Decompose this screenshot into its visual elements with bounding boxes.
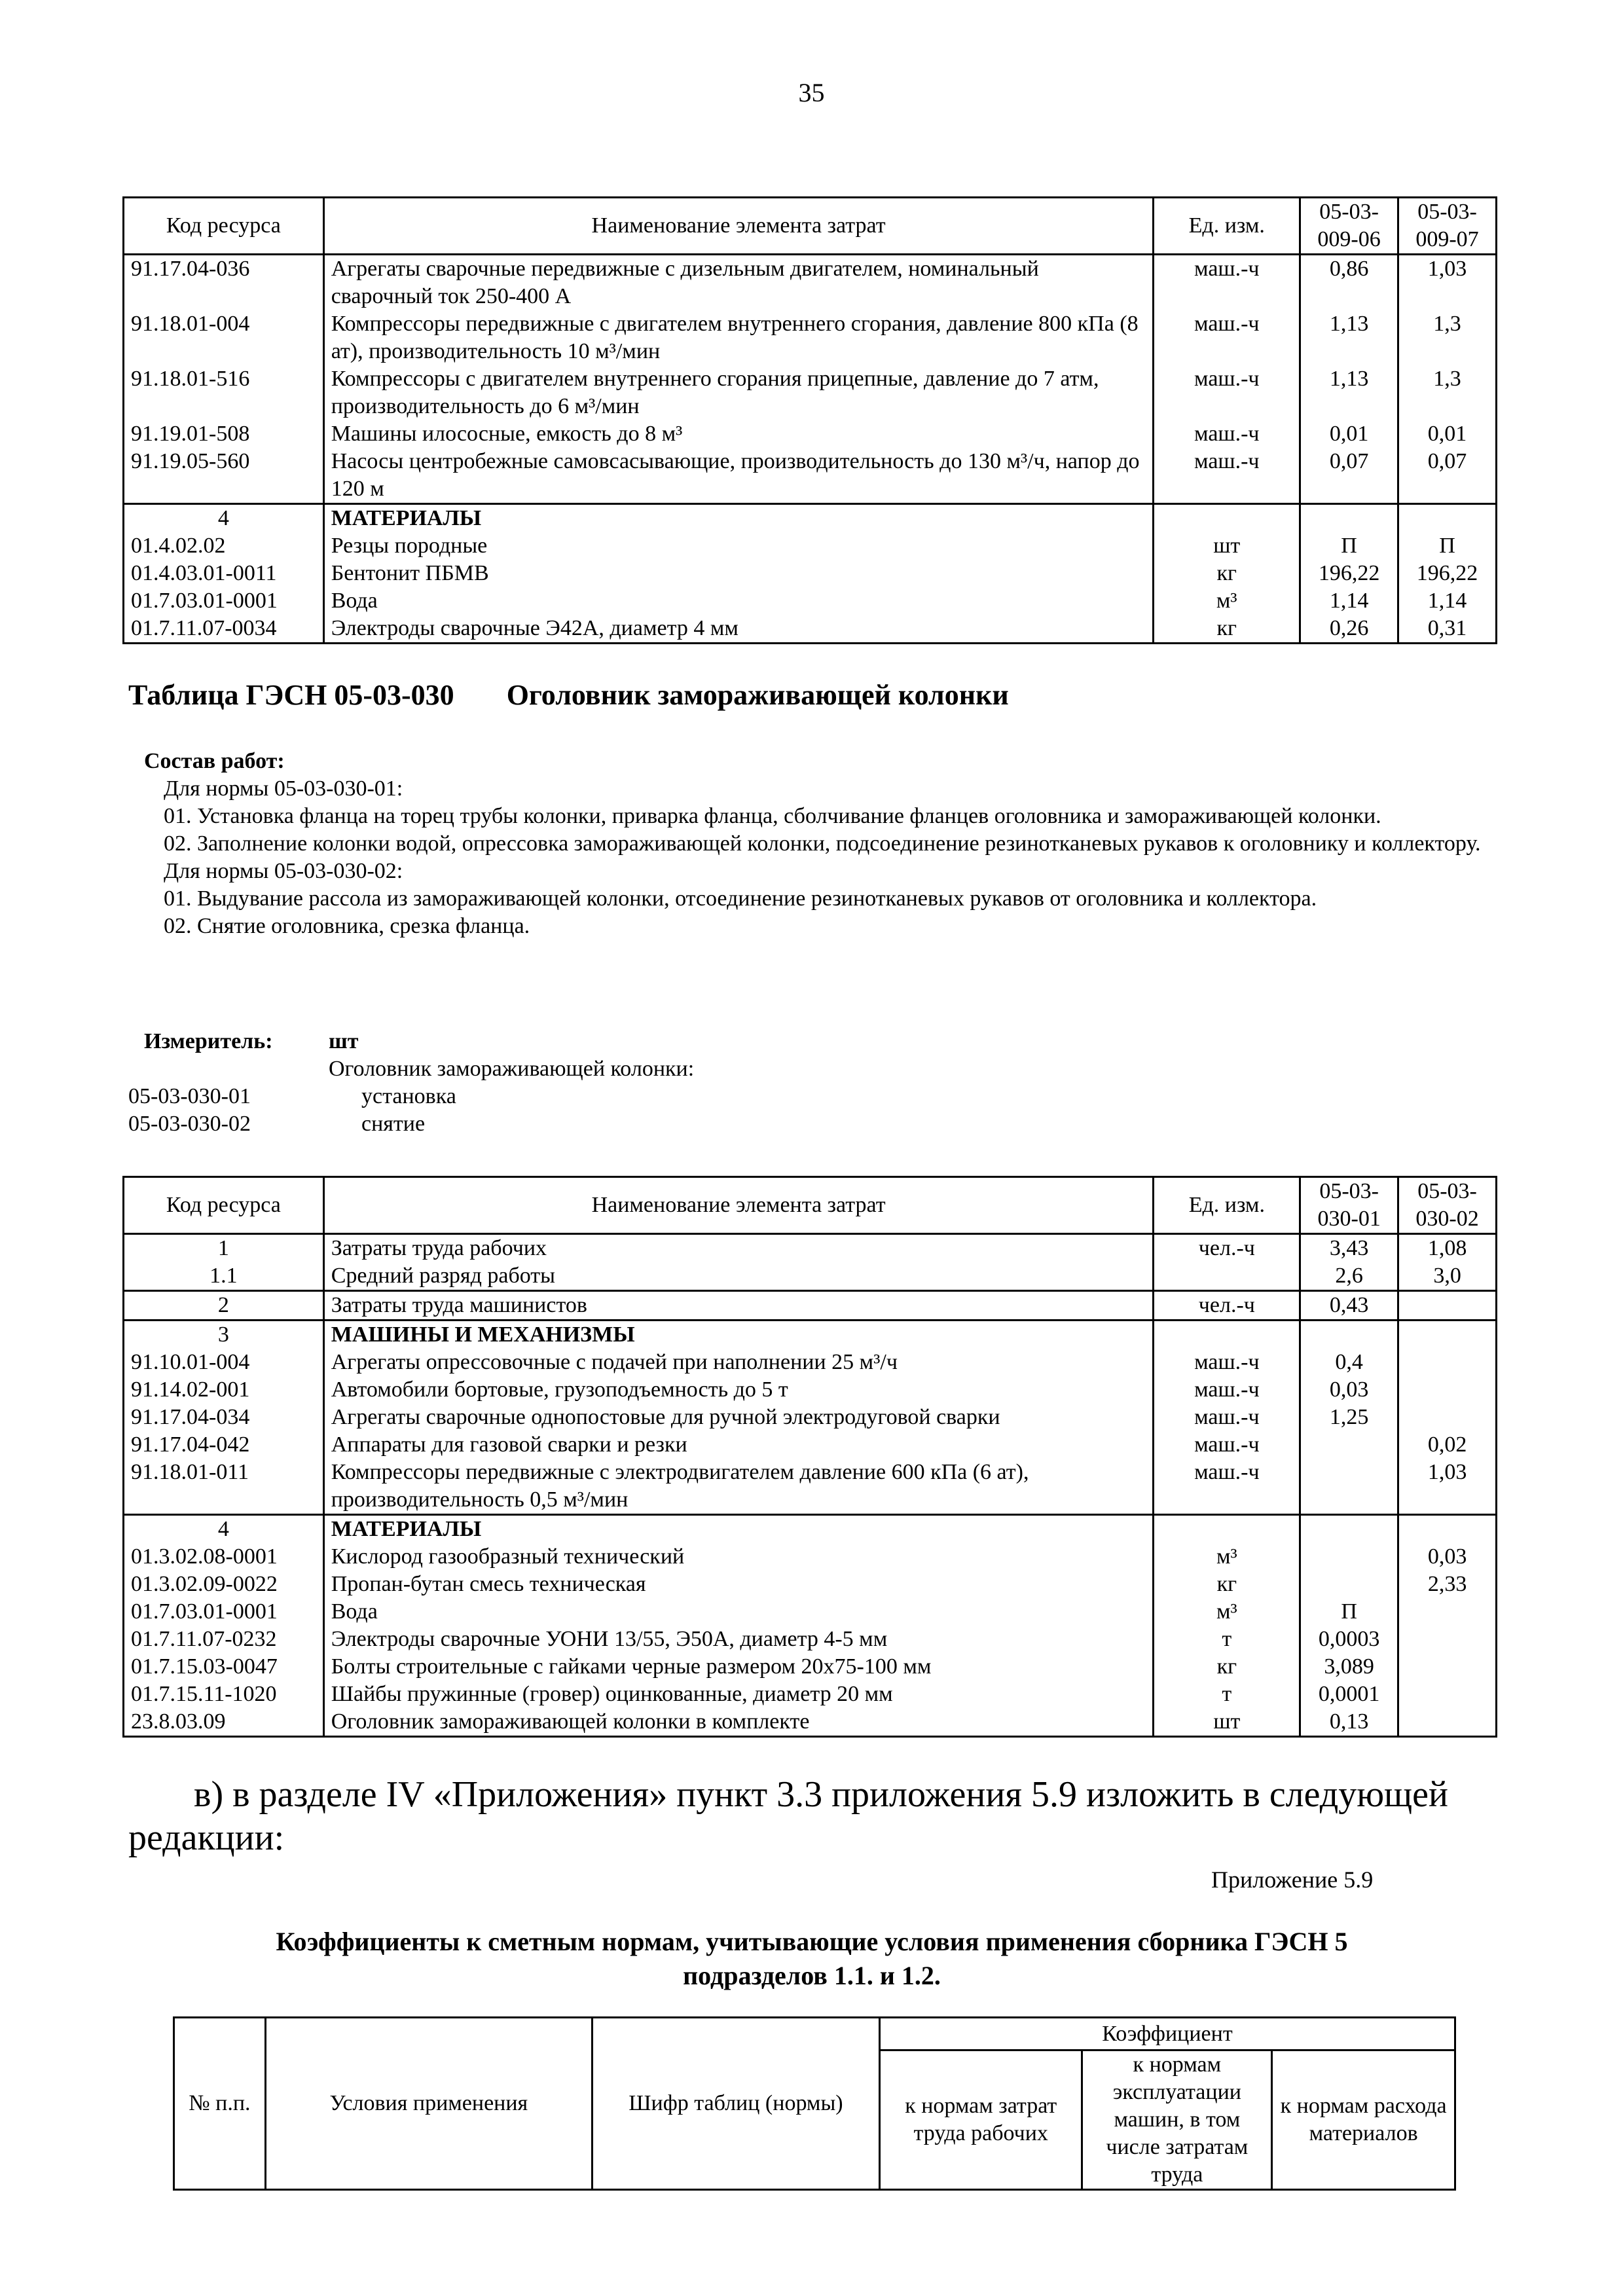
coef-header-coefficient: Коэффициент <box>879 2018 1455 2050</box>
row-value-2: 0,01 <box>1398 420 1497 448</box>
row-value-1 <box>1300 1459 1398 1515</box>
composition-block <box>144 748 1486 940</box>
row-unit: т <box>1154 1681 1300 1708</box>
table-row <box>124 1404 1497 1431</box>
row-unit: маш.-ч <box>1154 1431 1300 1459</box>
table-row: 2 Затраты труда машинистов чел.-ч 0,43 <box>124 1291 1497 1321</box>
row-code: 01.7.03.01-0001 <box>124 587 324 615</box>
row-value-1: 0,4 <box>1300 1349 1398 1376</box>
row-code: 01.7.15.03-0047 <box>124 1653 324 1681</box>
table-header <box>124 1177 1497 1234</box>
measure-unit: шт <box>329 1029 359 1053</box>
row-unit: маш.-ч <box>1154 1376 1300 1404</box>
row-code: 91.18.01-516 <box>124 365 324 420</box>
header-col1: 05-03-009-06 <box>1300 198 1398 255</box>
row-value-2: 0,02 <box>1398 1431 1497 1459</box>
measure-block <box>128 1028 1307 1138</box>
table-row <box>124 1626 1497 1653</box>
composition-line: 02. Заполнение колонки водой, опрессовка замораживающей колонки, подсоединение резинотканевых рукавов к оголовнику и коллектору. <box>164 831 1481 856</box>
coef-header-num: № п.п. <box>174 2018 266 2190</box>
row-name: Насосы центробежные самовсасывающие, производительность до 130 м³/ч, напор до 120 м <box>323 448 1154 504</box>
row-value-1: 0,0001 <box>1300 1681 1398 1708</box>
row-name: Электроды сварочные Э42А, диаметр 4 мм <box>323 615 1154 644</box>
table-row <box>124 587 1497 615</box>
row-value-2: 1,3 <box>1398 310 1497 365</box>
row-code: 01.4.03.01-0011 <box>124 560 324 587</box>
row-value-1: 0,03 <box>1300 1376 1398 1404</box>
row-code: 01.7.03.01-0001 <box>124 1598 324 1626</box>
composition-heading: Состав работ: <box>144 749 285 773</box>
row-value-1: 3,089 <box>1300 1653 1398 1681</box>
header-col2: 05-03-030-02 <box>1398 1177 1497 1234</box>
row-unit: кг <box>1154 560 1300 587</box>
table-row <box>124 615 1497 644</box>
row-unit: маш.-ч <box>1154 365 1300 420</box>
row-value-1: 0,26 <box>1300 615 1398 644</box>
table-row <box>124 1459 1497 1515</box>
row-name: Агрегаты сварочные передвижные с дизельным двигателем, номинальный сварочный ток 250-400 А <box>323 255 1154 311</box>
table-title: Таблица ГЭСН 05-03-030 Оголовник замораживающей колонки <box>128 679 1009 711</box>
table-row <box>124 1543 1497 1571</box>
row-value-1: 2,6 <box>1300 1262 1398 1291</box>
row-code: 91.18.01-011 <box>124 1459 324 1515</box>
table-row <box>124 1598 1497 1626</box>
table-row <box>124 532 1497 560</box>
table-row <box>124 1234 1497 1263</box>
table-header <box>124 198 1497 255</box>
row-value-2: 3,0 <box>1398 1262 1497 1291</box>
coef-header-conditions: Условия применения <box>265 2018 592 2190</box>
row-name: Средний разряд работы <box>323 1262 1154 1291</box>
row-value-2: 196,22 <box>1398 560 1497 587</box>
table-row <box>124 1571 1497 1598</box>
section-row <box>124 504 1497 533</box>
row-value-1: 1,13 <box>1300 365 1398 420</box>
row-code: 01.7.11.07-0034 <box>124 615 324 644</box>
header-unit: Ед. изм. <box>1154 1177 1300 1234</box>
row-name: Компрессоры с двигателем внутреннего сгорания прицепные, давление до 7 атм, производительность до 6 м³/мин <box>323 365 1154 420</box>
row-value-2 <box>1398 1626 1497 1653</box>
row-unit: кг <box>1154 1571 1300 1598</box>
measure-item: 05-03-030-01 установка <box>128 1084 456 1108</box>
header-col1: 05-03-030-01 <box>1300 1177 1398 1234</box>
header-code: Код ресурса <box>124 198 324 255</box>
coef-header-machines: к нормам эксплуатации машин, в том числе затратам труда <box>1082 2050 1272 2190</box>
row-value-2: 1,08 <box>1398 1234 1497 1263</box>
table-row <box>124 1653 1497 1681</box>
row-unit: м³ <box>1154 587 1300 615</box>
row-value-2: 1,3 <box>1398 365 1497 420</box>
row-code: 91.17.04-034 <box>124 1404 324 1431</box>
header-col2: 05-03-009-07 <box>1398 198 1497 255</box>
row-value-1 <box>1300 1571 1398 1598</box>
resource-table-1 <box>122 196 1497 644</box>
row-name: Шайбы пружинные (гровер) оцинкованные, диаметр 20 мм <box>323 1681 1154 1708</box>
row-value-1: 3,43 <box>1300 1234 1398 1263</box>
row-value-1: 0,07 <box>1300 448 1398 504</box>
header-name: Наименование элемента затрат <box>323 198 1154 255</box>
row-value-2 <box>1398 1653 1497 1681</box>
row-name: Машины илососные, емкость до 8 м³ <box>323 420 1154 448</box>
row-value-1: 0,01 <box>1300 420 1398 448</box>
row-code: 01.3.02.09-0022 <box>124 1571 324 1598</box>
row-name: Вода <box>323 587 1154 615</box>
row-unit: кг <box>1154 615 1300 644</box>
table-row <box>124 1708 1497 1737</box>
coef-header-labor: к нормам затрат труда рабочих <box>879 2050 1082 2190</box>
row-value-2: 0,03 <box>1398 1543 1497 1571</box>
row-code: 91.18.01-004 <box>124 310 324 365</box>
coef-header-materials: к нормам расхода материалов <box>1272 2050 1455 2190</box>
row-name: Вода <box>323 1598 1154 1626</box>
table-row <box>124 310 1497 365</box>
coef-header-cipher: Шифр таблиц (нормы) <box>592 2018 879 2190</box>
row-value-2 <box>1398 1708 1497 1737</box>
table-row <box>124 1349 1497 1376</box>
composition-line: Для нормы 05-03-030-02: <box>164 859 403 883</box>
row-unit: кг <box>1154 1653 1300 1681</box>
row-unit: шт <box>1154 1708 1300 1737</box>
row-code: 23.8.03.09 <box>124 1708 324 1737</box>
row-value-1 <box>1300 1431 1398 1459</box>
row-value-1: 1,25 <box>1300 1404 1398 1431</box>
row-name: Затраты труда рабочих <box>323 1234 1154 1263</box>
amendment-text: в) в разделе IV «Приложения» пункт 3.3 приложения 5.9 изложить в следующей редакции: <box>128 1774 1449 1858</box>
table-row <box>124 255 1497 311</box>
composition-line: 01. Выдувание рассола из замораживающей колонки, отсоединение резинотканевых рукавов от оголовника и коллектора. <box>164 886 1317 911</box>
section-row: 4 МАТЕРИАЛЫ <box>124 1515 1497 1544</box>
row-value-2: 1,03 <box>1398 255 1497 311</box>
row-value-2 <box>1398 1376 1497 1404</box>
row-name: Аппараты для газовой сварки и резки <box>323 1431 1154 1459</box>
table-row <box>124 420 1497 448</box>
row-code: 91.14.02-001 <box>124 1376 324 1404</box>
composition-line: Для нормы 05-03-030-01: <box>164 776 403 801</box>
table-row <box>124 560 1497 587</box>
row-unit: маш.-ч <box>1154 255 1300 311</box>
row-value-2 <box>1398 1349 1497 1376</box>
row-unit: т <box>1154 1626 1300 1653</box>
row-unit: маш.-ч <box>1154 310 1300 365</box>
table-row <box>124 1376 1497 1404</box>
row-code: 01.4.02.02 <box>124 532 324 560</box>
row-value-2: 1,03 <box>1398 1459 1497 1515</box>
row-code: 01.7.11.07-0232 <box>124 1626 324 1653</box>
measure-label: Измеритель: <box>144 1029 273 1053</box>
row-unit: м³ <box>1154 1543 1300 1571</box>
resource-table-2 <box>122 1176 1497 1738</box>
row-unit <box>1154 1262 1300 1291</box>
section-name: МАТЕРИАЛЫ <box>323 504 1154 533</box>
header-name: Наименование элемента затрат <box>323 1177 1154 1234</box>
section-row: 3 МАШИНЫ И МЕХАНИЗМЫ <box>124 1321 1497 1349</box>
row-code: 91.17.04-036 <box>124 255 324 311</box>
table-row <box>124 1431 1497 1459</box>
row-code: 91.17.04-042 <box>124 1431 324 1459</box>
row-name: Оголовник замораживающей колонки в комплекте <box>323 1708 1154 1737</box>
row-name: Пропан-бутан смесь техническая <box>323 1571 1154 1598</box>
coefficient-table <box>173 2016 1456 2191</box>
row-code: 1.1 <box>124 1262 324 1291</box>
measure-object: Оголовник замораживающей колонки: <box>329 1057 695 1081</box>
composition-line: 01. Установка фланца на торец трубы колонки, приварка фланца, сболчивание фланцев оголовника и замораживающей колонки. <box>164 804 1381 828</box>
row-code: 91.19.05-560 <box>124 448 324 504</box>
row-unit: шт <box>1154 532 1300 560</box>
appendix-label: Приложение 5.9 <box>1211 1867 1374 1893</box>
row-value-1 <box>1300 1543 1398 1571</box>
row-value-1: 1,13 <box>1300 310 1398 365</box>
row-code: 01.3.02.08-0001 <box>124 1543 324 1571</box>
row-unit: чел.-ч <box>1154 1234 1300 1263</box>
row-unit: м³ <box>1154 1598 1300 1626</box>
row-code: 91.19.01-508 <box>124 420 324 448</box>
row-name: Бентонит ПБМВ <box>323 560 1154 587</box>
row-unit: маш.-ч <box>1154 420 1300 448</box>
row-unit: маш.-ч <box>1154 1459 1300 1515</box>
row-name: Автомобили бортовые, грузоподъемность до 5 т <box>323 1376 1154 1404</box>
composition-line: 02. Снятие оголовника, срезка фланца. <box>164 914 530 938</box>
row-name: Резцы породные <box>323 532 1154 560</box>
row-value-1: 196,22 <box>1300 560 1398 587</box>
row-value-2 <box>1398 1681 1497 1708</box>
row-code: 91.10.01-004 <box>124 1349 324 1376</box>
row-value-1: 1,14 <box>1300 587 1398 615</box>
row-value-1: П <box>1300 532 1398 560</box>
row-code: 01.7.15.11-1020 <box>124 1681 324 1708</box>
row-name: Агрегаты сварочные однопостовые для ручной электродуговой сварки <box>323 1404 1154 1431</box>
row-name: Кислород газообразный технический <box>323 1543 1154 1571</box>
table-row <box>124 365 1497 420</box>
row-value-2: П <box>1398 532 1497 560</box>
row-value-2 <box>1398 1598 1497 1626</box>
row-unit: маш.-ч <box>1154 1349 1300 1376</box>
table-row <box>124 1262 1497 1291</box>
section-code: 4 <box>124 504 324 533</box>
row-name: Компрессоры передвижные с электродвигателем давление 600 кПа (6 ат), производительность 0,5 м³/мин <box>323 1459 1154 1515</box>
row-value-1: 0,13 <box>1300 1708 1398 1737</box>
row-unit: маш.-ч <box>1154 448 1300 504</box>
row-value-1: П <box>1300 1598 1398 1626</box>
row-code: 1 <box>124 1234 324 1263</box>
table-row <box>124 1681 1497 1708</box>
row-value-2 <box>1398 1404 1497 1431</box>
row-unit: маш.-ч <box>1154 1404 1300 1431</box>
header-code: Код ресурса <box>124 1177 324 1234</box>
row-value-1: 0,0003 <box>1300 1626 1398 1653</box>
row-name: Агрегаты опрессовочные с подачей при наполнении 25 м³/ч <box>323 1349 1154 1376</box>
row-value-2: 0,31 <box>1398 615 1497 644</box>
page-number: 35 <box>798 78 825 107</box>
coef-caption: Коэффициенты к сметным нормам, учитывающие условия применения сборника ГЭСН 5 подразделов 1.1. и 1.2. <box>276 1927 1348 1990</box>
measure-item: 05-03-030-02 снятие <box>128 1112 426 1136</box>
table-row <box>124 448 1497 504</box>
row-value-2: 1,14 <box>1398 587 1497 615</box>
row-value-1: 0,86 <box>1300 255 1398 311</box>
row-name: Болты строительные с гайками черные размером 20х75-100 мм <box>323 1653 1154 1681</box>
row-value-2: 0,07 <box>1398 448 1497 504</box>
row-name: Компрессоры передвижные с двигателем внутреннего сгорания, давление 800 кПа (8 ат), производительность 10 м³/мин <box>323 310 1154 365</box>
row-value-2: 2,33 <box>1398 1571 1497 1598</box>
header-unit: Ед. изм. <box>1154 198 1300 255</box>
row-name: Электроды сварочные УОНИ 13/55, Э50А, диаметр 4-5 мм <box>323 1626 1154 1653</box>
